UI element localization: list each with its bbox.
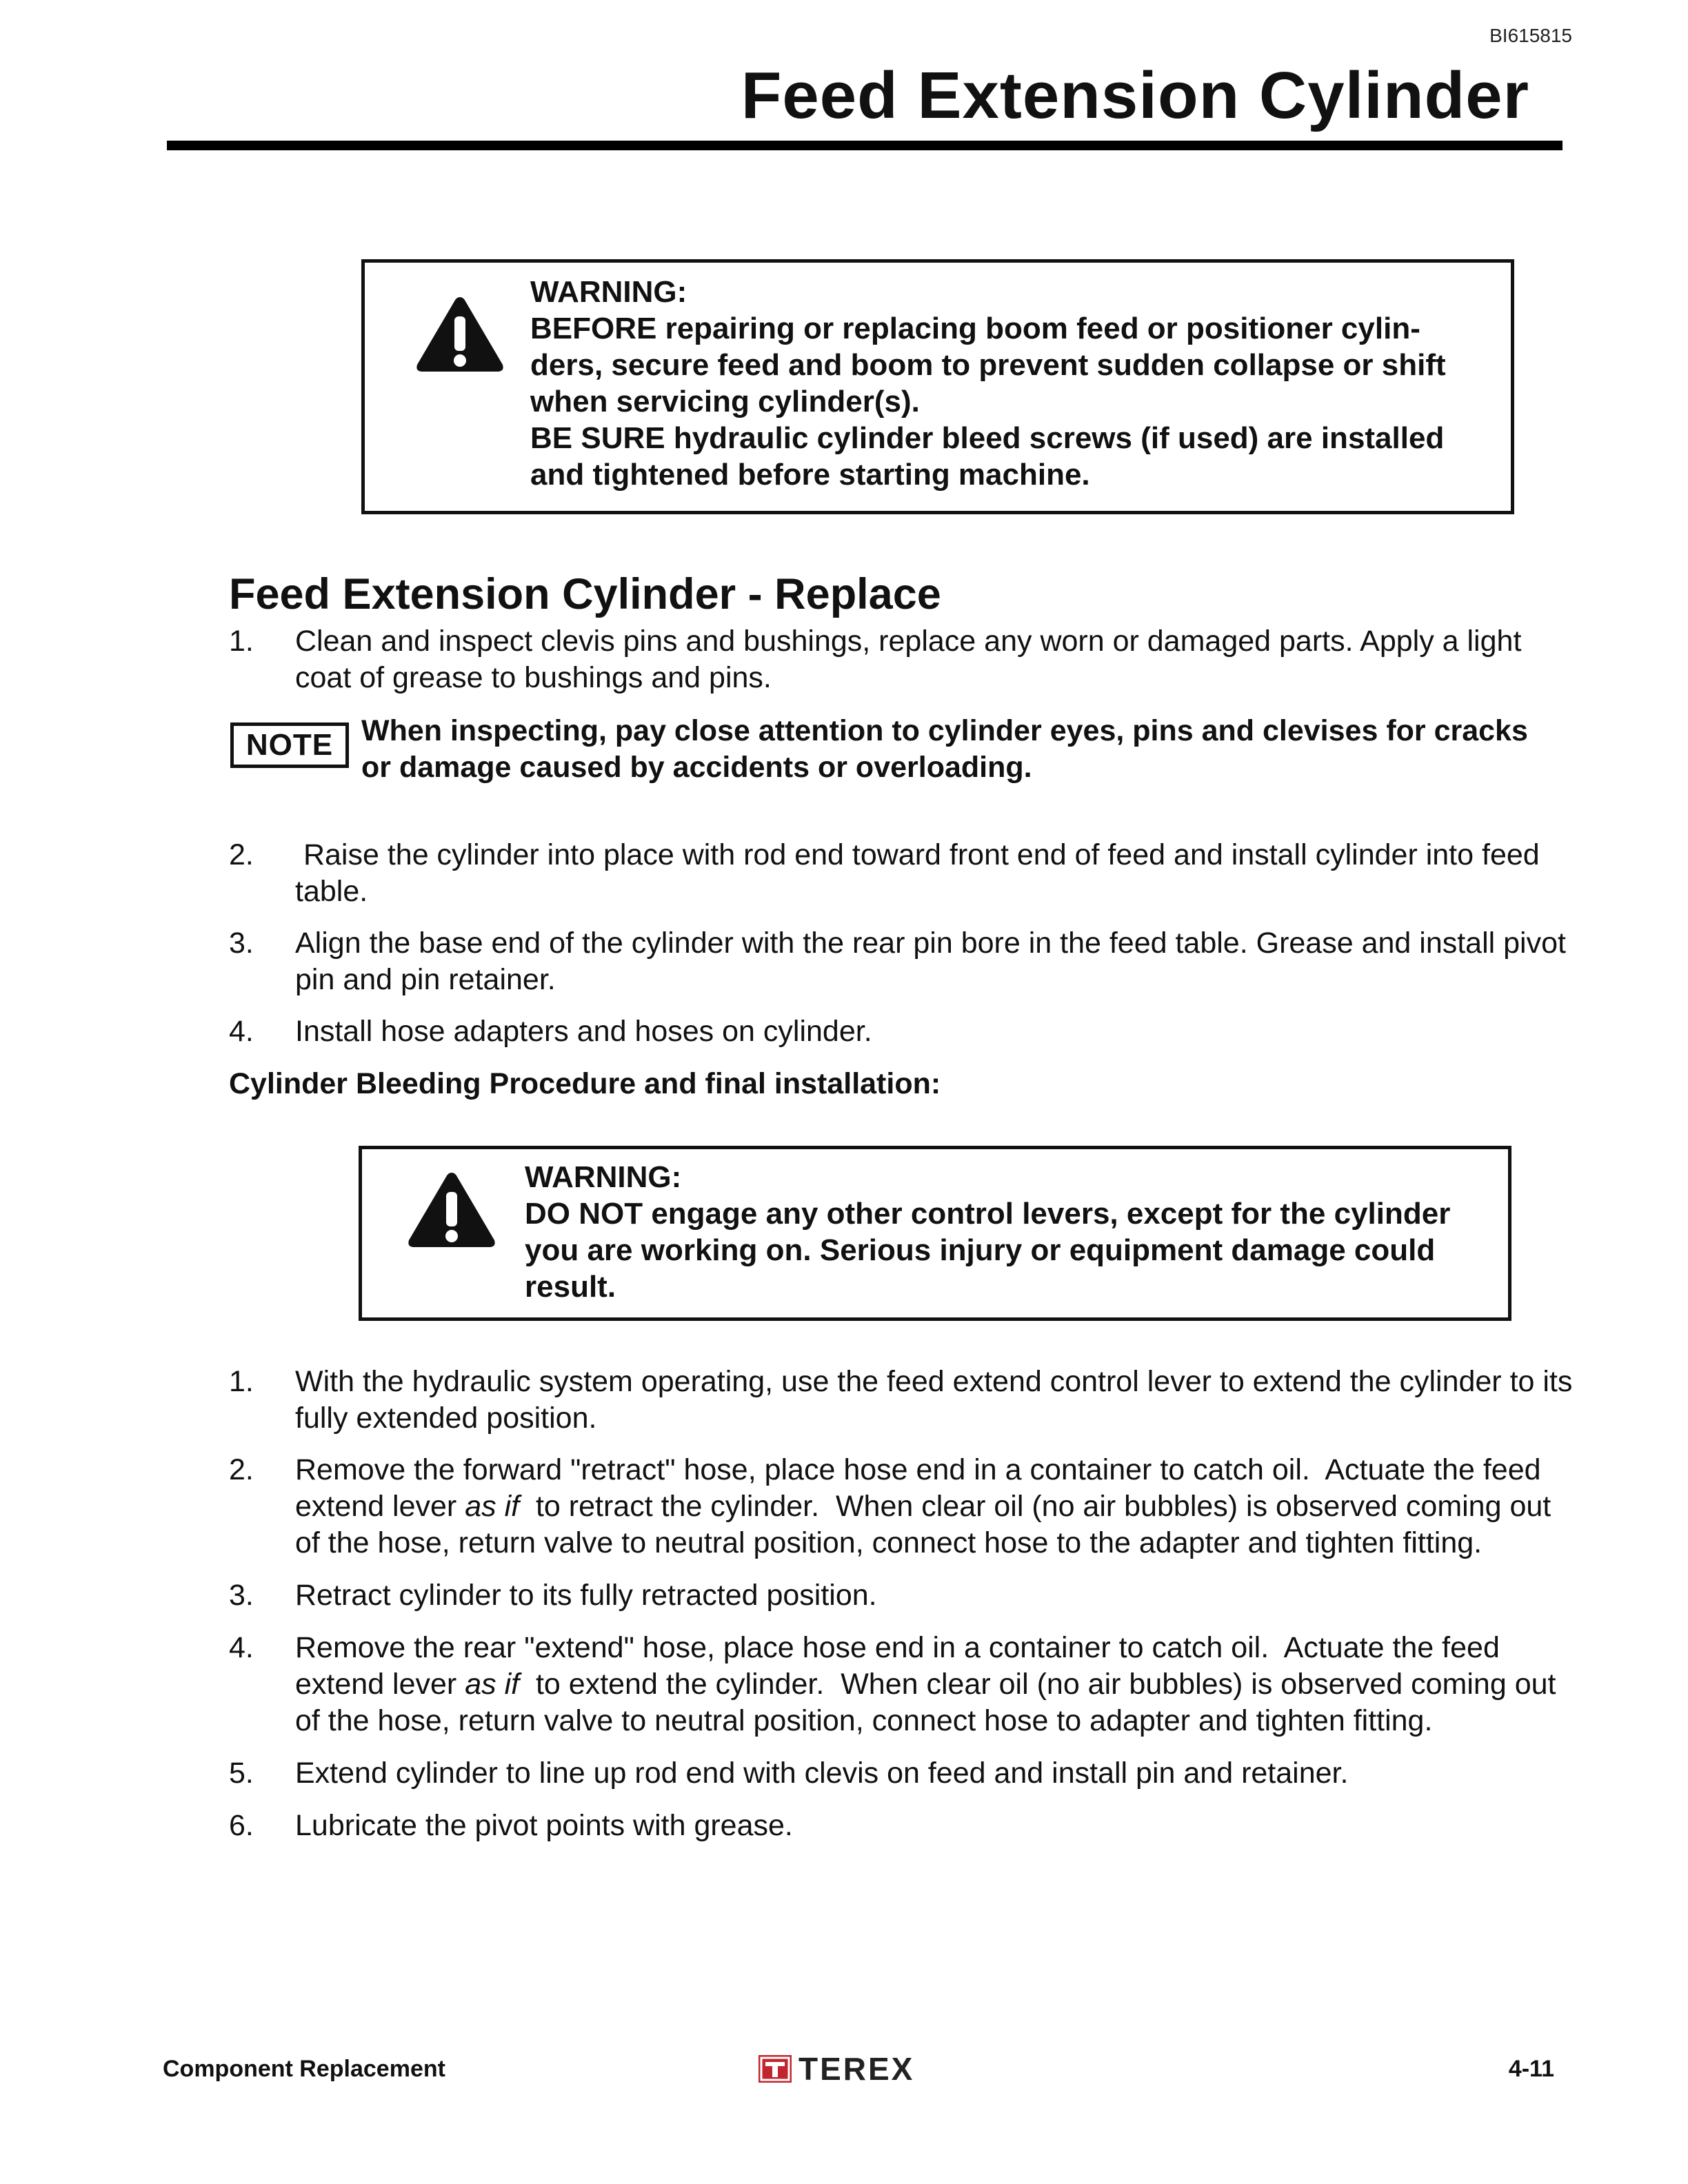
step-text-part: Remove the rear "extend" hose, place hose end in a container to catch oil. Actuate the feed extend lever [295, 1631, 1508, 1701]
terex-emblem-icon [758, 2055, 792, 2083]
step-text: Lubricate the pivot points with grease. [295, 1809, 793, 1842]
warning-triangle-icon [405, 1169, 499, 1251]
warning-text-2 [525, 1159, 1497, 1305]
step-number: 3. [229, 1579, 254, 1612]
step-text-emphasis: as if [465, 1490, 520, 1523]
warning-line: BEFORE repairing or replacing boom feed or positioner cylin- [530, 312, 1420, 345]
step-number: 1. [229, 1365, 254, 1398]
step-number: 4. [229, 1631, 254, 1664]
warning-line: when servicing cylinder(s). [530, 385, 920, 418]
step-number: 6. [229, 1809, 254, 1842]
terex-wordmark: TEREX [798, 2051, 915, 2087]
note-badge: NOTE [230, 722, 349, 768]
step-number: 4. [229, 1015, 254, 1048]
terex-logo [758, 2050, 914, 2087]
step-number: 3. [229, 927, 254, 960]
note-text: When inspecting, pay close attention to cylinder eyes, pins and clevises for cracks or damage caused by accidents or overloading. [361, 714, 1528, 784]
step-number: 2. [229, 1453, 254, 1486]
warning-line: you are working on. Serious injury or equipment damage could [525, 1233, 1436, 1267]
section-heading: Feed Extension Cylinder - Replace [229, 570, 941, 618]
footer-section-label: Component Replacement [163, 2056, 445, 2082]
step-text: Install hose adapters and hoses on cylinder. [295, 1015, 872, 1048]
step-text [295, 1452, 1580, 1561]
step-text: Align the base end of the cylinder with the rear pin bore in the feed table. Grease and install pivot pin and pin retainer. [295, 927, 1566, 996]
step-text: Retract cylinder to its fully retracted position. [295, 1579, 877, 1612]
step-text: Extend cylinder to line up rod end with clevis on feed and install pin and retainer. [295, 1757, 1349, 1790]
subheading: Cylinder Bleeding Procedure and final installation: [229, 1067, 941, 1100]
warning-triangle-icon [413, 293, 507, 376]
page-title: Feed Extension Cylinder [741, 59, 1529, 132]
title-rule [167, 141, 1563, 150]
step-number: 2. [229, 838, 254, 871]
step-text-part: to retract the cylinder. When clear oil (no air bubbles) is observed coming out of the hose, return valve to neutral position, connect hose to the adapter and tighten fitting. [295, 1490, 1560, 1559]
warning-heading: WARNING: [525, 1160, 682, 1194]
warning-line: DO NOT engage any other control levers, except for the cylinder [525, 1197, 1451, 1231]
warning-box-1 [361, 259, 1514, 514]
page-number: 4-11 [1508, 2056, 1554, 2082]
step-text: With the hydraulic system operating, use the feed extend control lever to extend the cylinder to its fully extended position. [295, 1365, 1573, 1435]
step-text-part: Remove the forward "retract" hose, place hose end in a container to catch oil. Actuate the feed extend lever [295, 1453, 1549, 1523]
warning-box-2 [359, 1146, 1511, 1321]
warning-text-1 [530, 274, 1496, 493]
warning-line: and tightened before starting machine. [530, 458, 1090, 492]
warning-line: ders, secure feed and boom to prevent sudden collapse or shift [530, 348, 1446, 382]
step-number: 1. [229, 625, 254, 658]
step-text-part: to extend the cylinder. When clear oil (no air bubbles) is observed coming out of the hose, return valve to neutral position, connect hose to adapter and tighten fitting. [295, 1668, 1565, 1737]
step-text: Clean and inspect clevis pins and bushings, replace any worn or damaged parts. Apply a light coat of grease to bushings and pins. [295, 625, 1522, 694]
step-text [295, 1630, 1580, 1739]
warning-line: BE SURE hydraulic cylinder bleed screws (if used) are installed [530, 421, 1445, 455]
warning-heading: WARNING: [530, 275, 687, 309]
step-number: 5. [229, 1757, 254, 1790]
warning-line: result. [525, 1270, 616, 1304]
step-text: Raise the cylinder into place with rod end toward front end of feed and install cylinder into feed table. [295, 838, 1548, 908]
document-id: BI615815 [1489, 25, 1572, 46]
step-text-emphasis: as if [465, 1668, 520, 1701]
